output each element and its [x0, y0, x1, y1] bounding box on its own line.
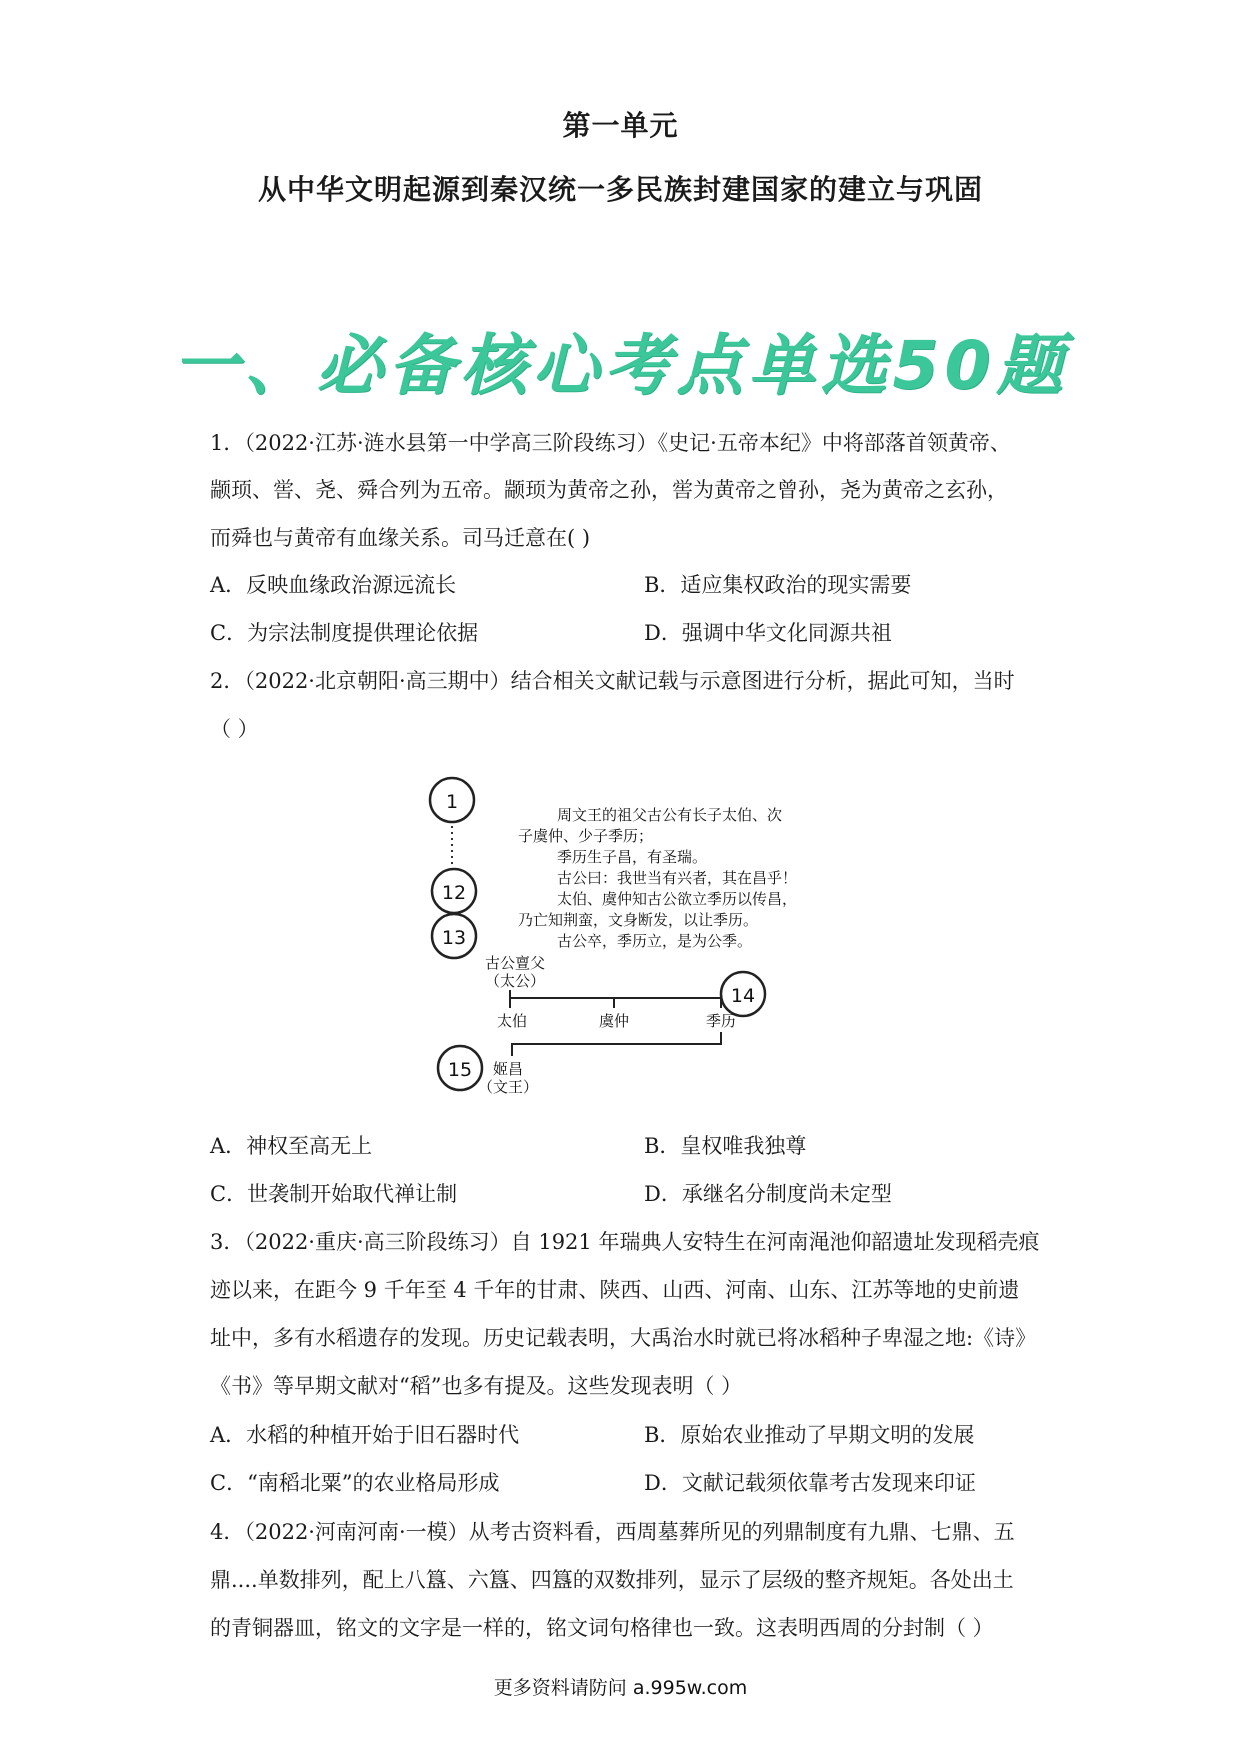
q3-option-a: A．水稻的种植开始于旧石器时代	[210, 1423, 520, 1447]
q1-line-1: 1．（2022·江苏·涟水县第一中学高三阶段练习）《史记·五帝本纪》中将部落首领黄帝、	[210, 431, 1011, 455]
quote-line-4: 古公曰：我世当有兴者，其在昌乎！	[557, 869, 798, 887]
q4-line-2: 鼎....单数排列，配上八簋、六簋、四簋的双数排列，显示了层级的整齐规矩。各处出土	[210, 1568, 1014, 1592]
jichang-title: （文王）	[477, 1078, 539, 1096]
unit-title: 第一单元	[562, 109, 679, 142]
q2-option-d: D．承继名分制度尚未定型	[644, 1182, 892, 1206]
q4-line-1: 4．（2022·河南河南·一模）从考古资料看，西周墓葬所见的列鼎制度有九鼎、七鼎、五	[210, 1520, 1015, 1544]
quote-line-2: 子虞仲、少子季历；	[518, 827, 654, 845]
generation-label-14: 14	[730, 985, 756, 1007]
section-banner: 一、必备核心考点单选50题	[172, 327, 1069, 404]
q2-option-a: A．神权至高无上	[210, 1134, 373, 1158]
q3-option-d: D．文献记载须依靠考古发现来印证	[644, 1471, 976, 1495]
q3-line-3: 址中，多有水稻遗存的发现。历史记载表明，大禹治水时就已将冰稻种子卑湿之地:《诗》	[210, 1326, 1037, 1350]
footer-link[interactable]: 更多资料请防问 a.995w.com	[493, 1677, 748, 1699]
q4-line-3: 的青铜器皿，铭文的文字是一样的，铭文词句格律也一致。这表明西周的分封制（ ）	[210, 1616, 994, 1640]
q2-option-c: C．世袭制开始取代禅让制	[210, 1182, 458, 1206]
generation-label-15: 15	[447, 1059, 473, 1081]
q3-line-1: 3．（2022·重庆·高三阶段练习）自 1921 年瑞典人安特生在河南渑池仰韶遗址发现稻壳痕	[210, 1230, 1040, 1254]
quote-line-5: 太伯、虞仲知古公欲立季历以传昌，	[557, 890, 798, 908]
quote-line-3: 季历生子昌，有圣瑞。	[557, 848, 708, 866]
q1-line-3: 而舜也与黄帝有血缘关系。司马迁意在( )	[210, 526, 591, 550]
taibo-label: 太伯	[496, 1012, 528, 1030]
q1-option-d: D．强调中华文化同源共祖	[644, 621, 892, 645]
q2-option-b: B．皇权唯我独尊	[644, 1134, 807, 1158]
yuzhong-label: 虞仲	[598, 1012, 630, 1030]
generation-label-13: 13	[441, 927, 467, 949]
quote-line-6: 乃亡知荆蛮，文身断发，以让季历。	[518, 911, 759, 929]
q3-option-c: C．“南稻北粟”的农业格局形成	[210, 1471, 500, 1495]
q3-line-4: 《书》等早期文献对“稻”也多有提及。这些发现表明（ ）	[210, 1374, 743, 1398]
q1-line-2: 颛顼、喾、尧、舜合列为五帝。颛顼为黄帝之孙，喾为黄帝之曾孙，尧为黄帝之玄孙，	[210, 478, 1008, 502]
quote-line-7: 古公卒，季历立，是为公季。	[557, 932, 753, 950]
q1-option-a: A．反映血缘政治源远流长	[210, 573, 457, 597]
generation-label-12: 12	[441, 882, 467, 904]
descent-line	[512, 1032, 721, 1056]
jili-label: 季历	[705, 1012, 737, 1030]
genealogy-diagram	[420, 770, 800, 1105]
q3-option-b: B．原始农业推动了早期文明的发展	[644, 1423, 975, 1447]
q1-option-b: B．适应集权政治的现实需要	[644, 573, 912, 597]
q2-line-2: （ ）	[210, 717, 259, 741]
generation-label-1: 1	[445, 791, 459, 813]
q2-line-1: 2．（2022·北京朝阳·高三期中）结合相关文献记载与示意图进行分析，据此可知，当时	[210, 669, 1015, 693]
quote-line-1: 周文王的祖父古公有长子太伯、次	[557, 806, 783, 824]
q3-line-2: 迹以来，在距今 9 千年至 4 千年的甘肃、陕西、山西、河南、山东、江苏等地的史前遗	[210, 1278, 1020, 1302]
jichang-label: 姬昌	[492, 1060, 524, 1078]
q1-option-c: C．为宗法制度提供理论依据	[210, 621, 479, 645]
gugong-label: 古公亶父	[484, 954, 546, 972]
gugong-title: （太公）	[484, 972, 546, 990]
unit-subtitle: 从中华文明起源到秦汉统一多民族封建国家的建立与巩固	[257, 173, 983, 206]
